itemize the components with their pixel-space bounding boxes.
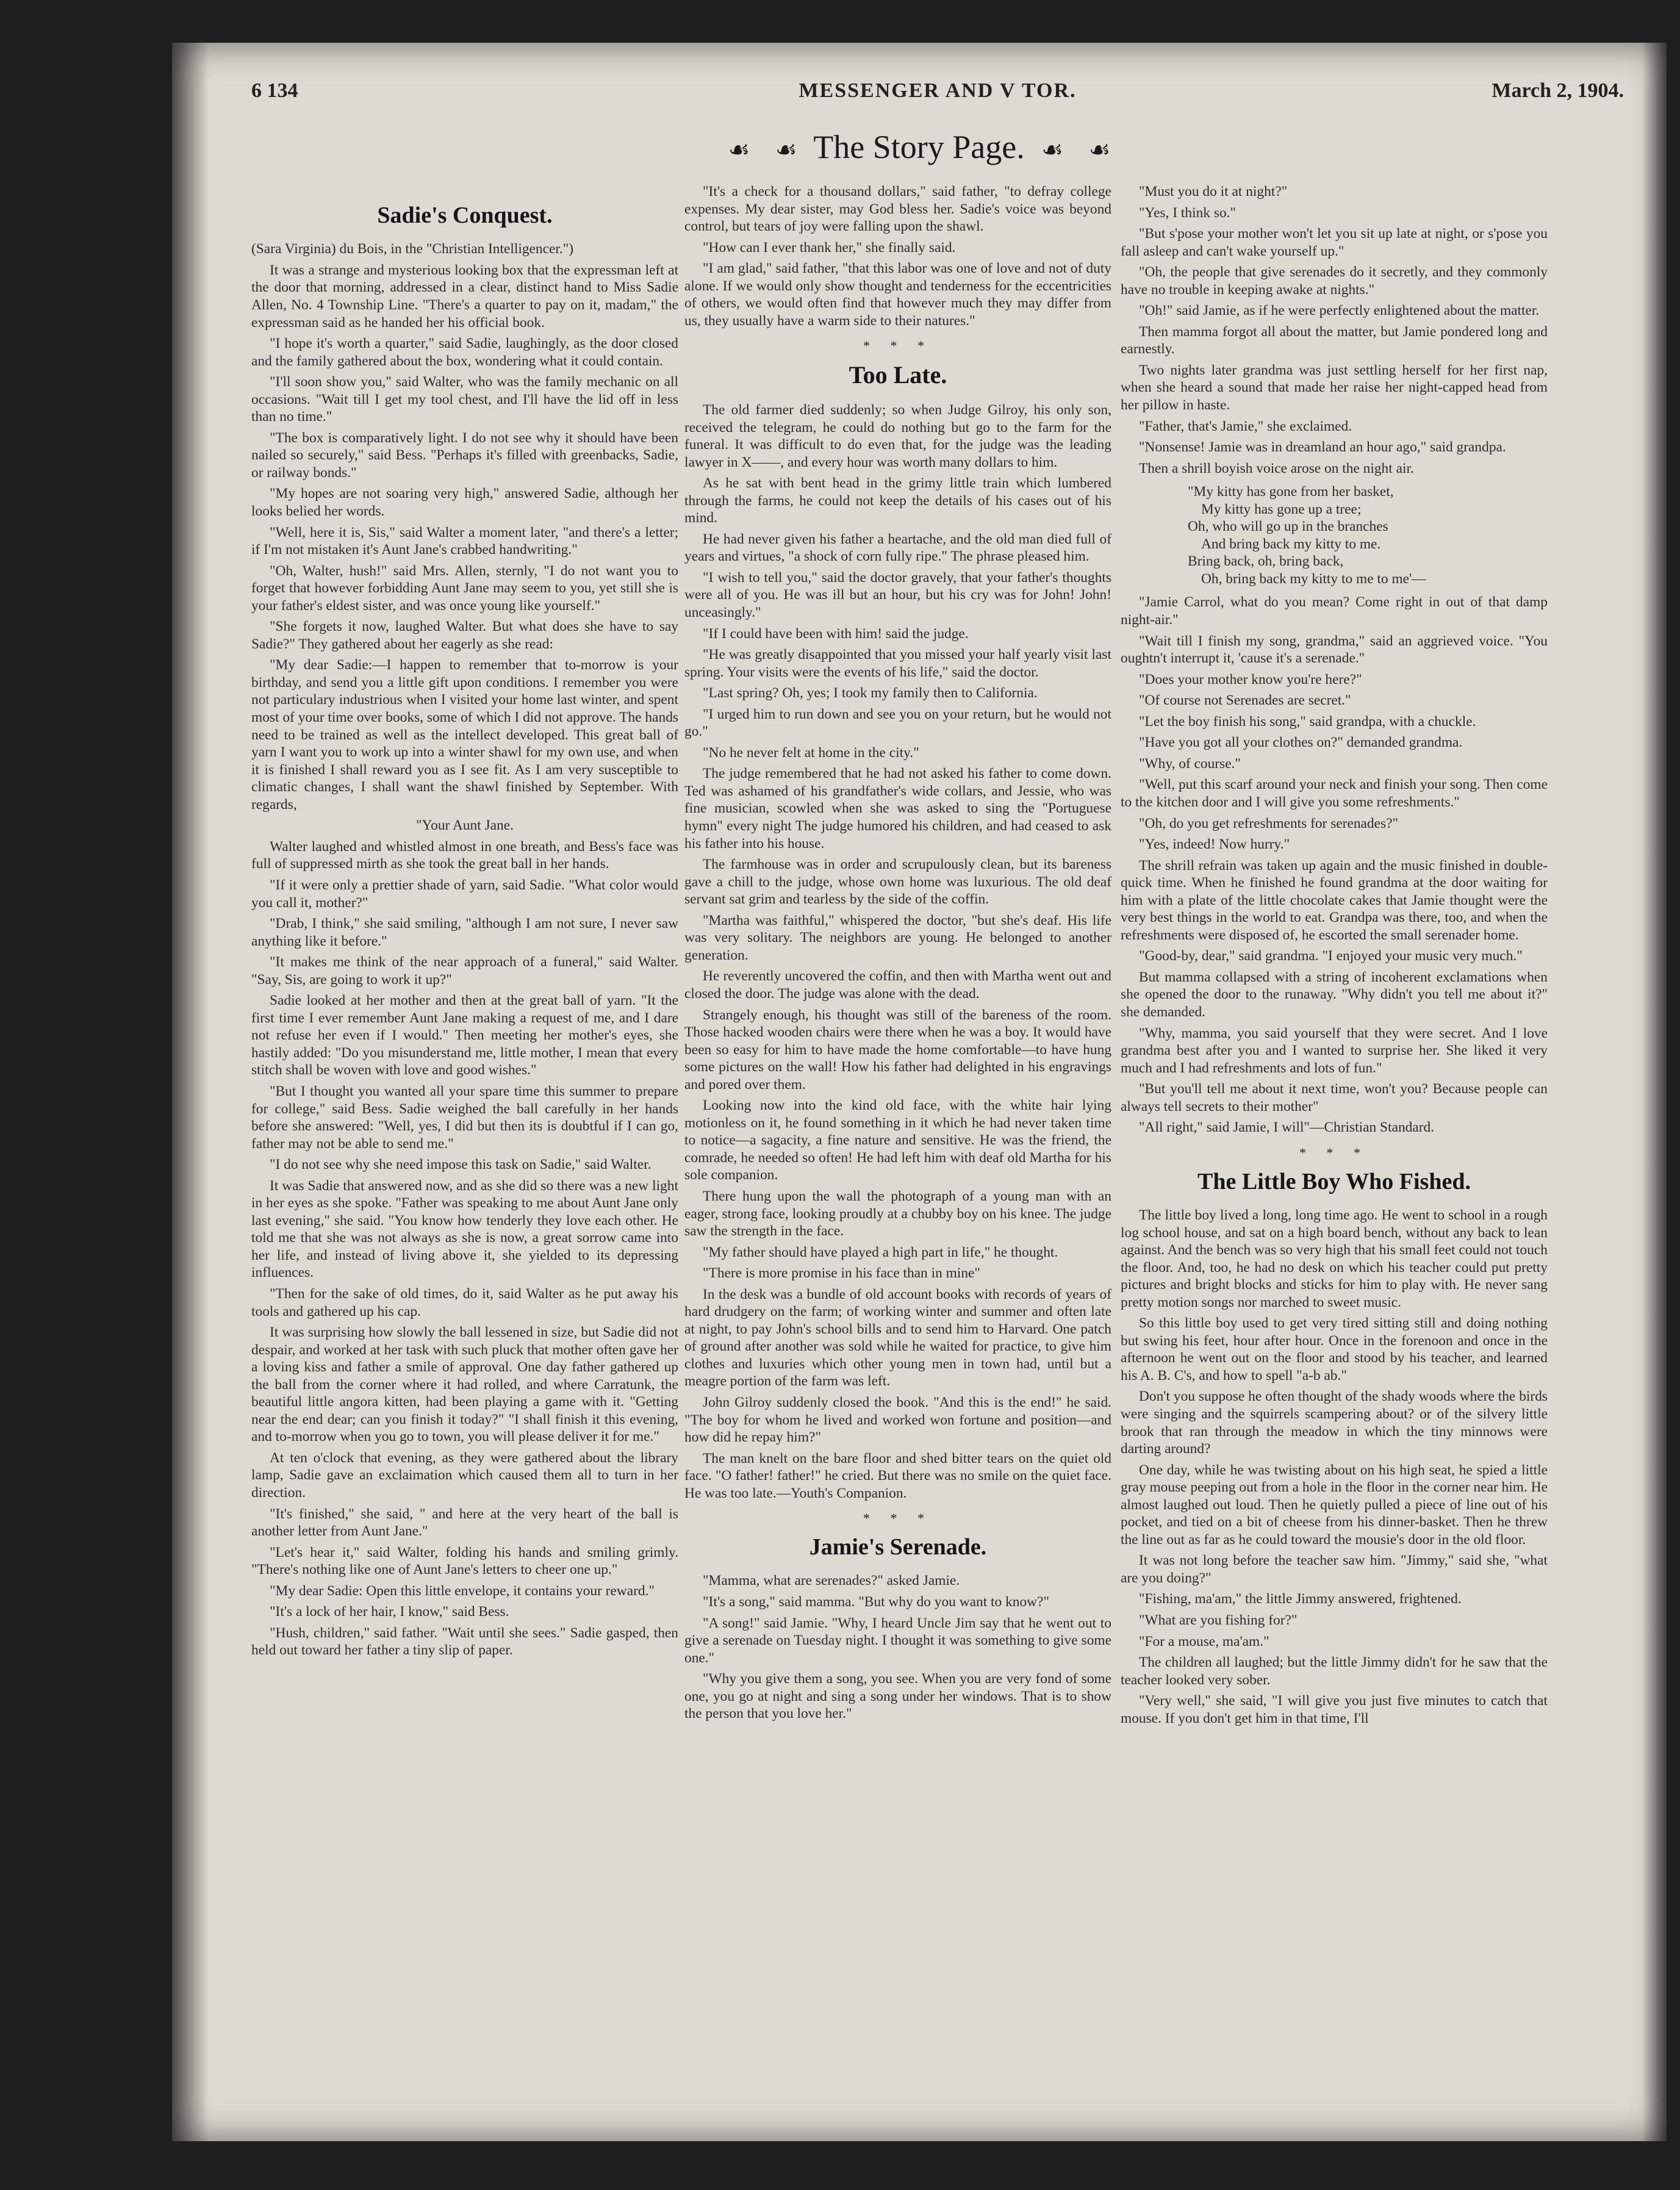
story-title-jamies-serenade: Jamie's Serenade.	[809, 1534, 987, 1560]
paragraph: There hung upon the wall the photograph of a young man with an eager, strong face, looking proudly at a chubby boy on his knee. The judge saw the strength in the face.	[684, 1188, 1111, 1240]
paragraph: Walter laughed and whistled almost in one breath, and Bess's face was full of suppressed mirth as she took the great ball in her hands.	[251, 838, 678, 872]
paragraph: The children all laughed; but the little Jimmy didn't for he saw that the teacher looked very sober.	[1121, 1654, 1548, 1688]
paragraph: Looking now into the kind old face, with the white hair lying motionless on it, he found something in it which he had never taken time to notice—a sagacity, a fine nature and sensitive. He was the friend, the comrade, he needed so often! He had left him with deaf old Martha for his sole companion.	[684, 1097, 1111, 1183]
paragraph: "Well, here it is, Sis," said Walter a moment later, "and there's a letter; if I'm not mistaken it's Aunt Jane's crabbed handwriting."	[251, 524, 678, 558]
leaf-ornament-icon: ☙	[728, 136, 750, 163]
leaf-ornament-icon: ☙	[1041, 136, 1064, 163]
paragraph: "Yes, I think so."	[1139, 204, 1237, 221]
paragraph: "Why, of course."	[1139, 755, 1241, 772]
paragraph: The shrill refrain was taken up again and the music finished in double-quick time. When he finished he found grandma at the door waiting for him with a plate of the little chocolate cakes that Jamie thought were the very best things in the world to eat. Grandpa was there, too, and when the refreshments were disposed of, he escorted the small serenader home.	[1121, 857, 1548, 943]
paragraph: "If I could have been with him! said the judge.	[703, 625, 969, 642]
paragraph: "I am glad," said father, "that this labor was one of love and not of duty alone. If we would only show thought and tenderness for the eccentricities of others, we would often find that however much they may differ from us, they usually have a warm side to their natures."	[684, 260, 1111, 329]
paragraph: (Sara Virginia) du Bois, in the "Christian Intelligencer.")	[251, 241, 574, 257]
paragraph: It was a strange and mysterious looking box that the expressman left at the door that morning, addressed in a clear, distinct hand to Miss Sadie Allen, No. 4 Township Line. "There's a quarter to pay on it, madam," the expressman said as he handed her his official book.	[251, 262, 678, 331]
paragraph: "Why you give them a song, you see. When you are very fond of some one, you go at night and sing a song under her windows. That is to show the person that you love her."	[684, 1671, 1111, 1722]
page-shadow-left	[172, 43, 209, 2141]
story-body-jamies-serenade-part2	[1121, 183, 1548, 477]
paragraph: As he sat with bent head in the grimy little train which lumbered through the farms, he could not keep the details of his cases out of his mind.	[684, 475, 1111, 526]
story-body-little-boy-who-fished	[1121, 1207, 1548, 1727]
paragraph: "I urged him to run down and see you on your return, but he would not go."	[684, 706, 1111, 740]
paragraph: "I wish to tell you," said the doctor gravely, that your father's thoughts were all of you. He was ill but an hour, but his cry was for John! John! unceasingly."	[684, 569, 1111, 621]
paragraph: "He was greatly disappointed that you missed your half yearly visit last spring. Your visits were the events of his life," said the doctor.	[684, 647, 1111, 680]
paragraph: "If it were only a prettier shade of yarn, said Sadie. "What color would you call it, mother?"	[251, 877, 678, 911]
paragraph: "It's a song," said mamma. "But why do you want to know?"	[703, 1594, 1049, 1610]
section-heading	[172, 128, 1667, 166]
newspaper-page	[172, 43, 1667, 2141]
paragraph: "Well, put this scarf around your neck and finish your song. Then come to the kitchen door and I will give you some refreshments."	[1121, 777, 1548, 810]
story-body-sadies-conquest	[251, 240, 678, 1659]
poem-line: Bring back, oh, bring back,	[1188, 553, 1344, 570]
paragraph: The farmhouse was in order and scrupulously clean, but its bareness gave a chill to the judge, whose own home was luxurious. The old deaf servant sat grim and tearless by the side of the coffin.	[684, 856, 1111, 908]
paragraph: "No he never felt at home in the city."	[703, 744, 919, 761]
paragraph: "The box is comparatively light. I do not see why it should have been nailed so securely," said Bess. "Perhaps it's filled with greenbacks, Sadie, or railway bonds."	[251, 429, 678, 481]
paragraph: "Wait till I finish my song, grandma," said an aggrieved voice. "You oughtn't interrupt it, 'cause it's a serenade."	[1121, 633, 1548, 667]
paragraph: The man knelt on the bare floor and shed bitter tears on the quiet old face. "O father! father!" he cried. But there was no smile on the quiet face. He was too late.—Youth's Companion.	[684, 1450, 1111, 1501]
story-body-jamies-serenade-part1	[684, 1572, 1111, 1722]
paragraph: "What are you fishing for?"	[1139, 1612, 1298, 1629]
page-number: 6 134	[251, 79, 298, 102]
paragraph: "Martha was faithful," whispered the doctor, "but she's deaf. His life was very solitary. The neighbors are young. He belonged to another generation.	[684, 912, 1111, 963]
separator-stars: * * *	[1299, 1144, 1369, 1160]
paragraph: The judge remembered that he had not asked his father to come down. Ted was ashamed of his grandfather's wide collars, and Jessie, who was fine musician, scowled when she was asked to sing the "Portuguese hymn" every night The judge humored his children, and had ceased to ask his father into his house.	[684, 766, 1111, 852]
paragraph: "Of course not Serenades are secret."	[1139, 692, 1351, 709]
paragraph: In the desk was a bundle of old account books with records of years of hard drudgery on the farm; of working winter and summer and often late at night, to pay John's school bills and to send him to Harvard. One patch of ground after another was sold while he waited for practice, to give him clothes and luxuries which other young men in town had, until but a meagre portion of the farm was left.	[684, 1286, 1111, 1390]
paragraph: "Good-by, dear," said grandma. "I enjoyed your music very much."	[1139, 948, 1523, 964]
story-title-too-late: Too Late.	[849, 361, 947, 389]
paragraph: So this little boy used to get very tired sitting still and doing nothing but swing his feet, hour after hour. Once in the forenoon and once in the afternoon he went out on the floor and stood by his teacher, and learned his A. B. C's, and how to spell "a-b ab."	[1121, 1315, 1548, 1384]
paragraph: Strangely enough, his thought was still of the bareness of the room. Those hacked wooden chairs were there when he was a boy. It would have been so easy for him to have made the home comfortable—to have hung some pictures on the wall! How his father had delighted in his engravings and pored over them.	[684, 1007, 1111, 1093]
paragraph: "Hush, children," said father. "Wait until she sees." Sadie gasped, then held out toward her father a tiny slip of paper.	[251, 1625, 678, 1659]
poem-line: Oh, bring back my kitty to me to me'—	[1201, 570, 1426, 587]
column-3	[1121, 183, 1548, 1731]
poem-line: My kitty has gone up a tree;	[1201, 501, 1362, 517]
story-body-jamies-serenade-part3	[1121, 594, 1548, 1136]
paragraph: He had never given his father a heartache, and the old man died full of years and virtues, "a shock of corn fully ripe." The phrase pleased him.	[684, 531, 1111, 565]
paragraph: "It's a check for a thousand dollars," said father, "to defray college expenses. My dear sister, may God bless her. Sadie's voice was beyond control, but tears of joy were falling upon the shawl.	[684, 184, 1111, 235]
story-continuation-sadies-conquest	[684, 183, 1111, 329]
paragraph: "Yes, indeed! Now hurry."	[1139, 836, 1290, 853]
paper-title: MESSENGER AND V TOR.	[799, 79, 1077, 102]
paragraph: "My dear Sadie:—I happen to remember that to-morrow is your birthday, and send you a little gift upon conditions. I remember you were not particulary industrious when I visited your home last winter, and spent most of your time over books, some of which I did not approve. The hands need to be trained as well as the intellect developed. This great ball of yarn I want you to work up into a winter shawl for my own use, and when it is finished I shall reward you as I see fit. As I am very susceptible to climatic changes, I shall want the shawl finished by September. With regards,	[251, 657, 678, 813]
separator-stars: * * *	[863, 338, 933, 354]
paragraph: "She forgets it now, laughed Walter. But what does she have to say Sadie?" They gathered about her eagerly as she read:	[251, 619, 678, 652]
paragraph: Then a shrill boyish voice arose on the night air.	[1139, 460, 1414, 476]
paragraph: "Then for the sake of old times, do it, said Walter as he put away his tools and gathered up his cap.	[251, 1285, 678, 1319]
paragraph: "A song!" said Jamie. "Why, I heard Uncle Jim say that he went out to give a serenade on Tuesday night. I thought it was something to give some one."	[684, 1615, 1111, 1666]
paragraph: "I hope it's worth a quarter," said Sadie, laughingly, as the door closed and the family gathered about the box, wondering what it could contain.	[251, 336, 678, 369]
paragraph: "But I thought you wanted all your spare time this summer to prepare for college," said Bess. Sadie weighed the ball carefully in her hands before she answered: "Well, yes, I did but then its is doubtful if I can go, father may not be able to send me."	[251, 1083, 678, 1152]
paragraph: It was not long before the teacher saw him. "Jimmy," said she, "what are you doing?"	[1121, 1553, 1548, 1586]
poem-line: And bring back my kitty to me.	[1201, 536, 1381, 552]
poem-line: Oh, who will go up in the branches	[1188, 519, 1388, 535]
leaf-ornament-icon: ☙	[775, 136, 797, 163]
paragraph: The little boy lived a long, long time ago. He went to school in a rough log school house, and sat on a high board bench, without any back to lean against. And the bench was so very high that his small feet could not touch the floor. And, too, he had no desk on which his teacher could put pretty pictures and bright blocks and sticks for him to play with. He never sang pretty motion songs nor marched to sweet music.	[1121, 1207, 1548, 1310]
paragraph: The old farmer died suddenly; so when Judge Gilroy, his only son, received the telegram, he could do nothing but go to the farm for the funeral. It was difficult to do even that, for the judge was the leading lawyer in X——, and every hour was worth many dollars to him.	[684, 402, 1111, 470]
paragraph: "Jamie Carrol, what do you mean? Come right in out of that damp night-air."	[1121, 594, 1548, 628]
paragraph: "Father, that's Jamie," she exclaimed.	[1139, 418, 1352, 434]
story-title-little-boy-who-fished: The Little Boy Who Fished.	[1197, 1168, 1471, 1194]
paragraph: "My father should have played a high part in life," he thought.	[703, 1244, 1058, 1260]
leaf-ornament-icon: ☙	[1088, 136, 1111, 163]
paragraph: "It's a lock of her hair, I know," said Bess.	[270, 1604, 509, 1620]
paragraph: "Oh, Walter, hush!" said Mrs. Allen, sternly, "I do not want you to forget that however forbidding Aunt Jane may seem to you, yet still she is your father's eldest sister, and was once young like yourself."	[251, 562, 678, 614]
paragraph: Two nights later grandma was just settling herself for her first nap, when she heard a sound that made her raise her night-capped head from her pillow in haste.	[1121, 362, 1548, 414]
paragraph: It was Sadie that answered now, and as she did so there was a new light in her eyes as she spoke. "Father was speaking to me about Aunt Jane only last evening," she said. "You know how tenderly they love each other. He told me that she was not always as she is now, a great sorrow came into her life, and instead of living above it, she yielded to its depressing influences.	[251, 1177, 678, 1281]
paragraph: "Drab, I think," she said smiling, "although I am not sure, I never saw anything like it before."	[251, 916, 678, 949]
paragraph: "Last spring? Oh, yes; I took my family then to California.	[703, 685, 1038, 702]
paragraph: "Oh, the people that give serenades do it secretly, and they commonly have no trouble in keeping awake at nights."	[1121, 264, 1548, 298]
paragraph: "Let the boy finish his song," said grandpa, with a chuckle.	[1139, 713, 1476, 730]
paragraph: "Must you do it at night?"	[1139, 184, 1288, 199]
paragraph: "It makes me think of the near approach of a funeral," said Walter. "Say, Sis, are going to work it up?"	[251, 954, 678, 988]
paragraph: "Your Aunt Jane.	[416, 817, 514, 834]
paragraph: "My hopes are not soaring very high," answered Sadie, although her looks belied her words.	[251, 486, 678, 520]
paragraph: "Let's hear it," said Walter, folding his hands and smiling grimly. "There's nothing like one of Aunt Jane's letters to cheer one up."	[251, 1544, 678, 1578]
paragraph: It was surprising how slowly the ball lessened in size, but Sadie did not despair, and worked at her task with such pluck that mother often gave her a loving kiss and father a smile of approval. One day father gathered up the ball from the corner where it had rolled, and where Carratunk, the beautiful little angora kitten, had been playing a game with it. "Getting near the end dear; can you finish it today?" "I shall finish it this evening, and to-morrow when you go to town, you will please deliver it for me."	[251, 1324, 678, 1445]
paragraph: "Does your mother know you're here?"	[1139, 671, 1362, 688]
paragraph: "My dear Sadie: Open this little envelope, it contains your reward."	[270, 1582, 655, 1599]
paragraph: "Mamma, what are serenades?" asked Jamie.	[703, 1573, 960, 1589]
story-body-too-late	[684, 401, 1111, 1502]
paragraph: "But you'll tell me about it next time, won't you? Because people can always tell secrets to their mother"	[1121, 1081, 1548, 1115]
paragraph: "Oh, do you get refreshments for serenades?"	[1139, 815, 1399, 831]
kitty-song-poem	[1188, 483, 1548, 587]
section-title: The Story Page.	[813, 129, 1025, 165]
page-header	[251, 79, 1624, 110]
paragraph: "Why, mamma, you said yourself that they were secret. And I love grandma best after you and I wanted to surprise her. She liked it very much and I had refreshments and lots of fun."	[1121, 1025, 1548, 1076]
paragraph: "All right," said Jamie, I will"—Christian Standard.	[1139, 1119, 1435, 1136]
paragraph: At ten o'clock that evening, as they were gathered about the library lamp, Sadie gave an exclaimation which caused them all to turn in her direction.	[251, 1449, 678, 1501]
story-title-sadies-conquest: Sadie's Conquest.	[377, 203, 553, 228]
page-shadow-right	[1642, 43, 1667, 2141]
paragraph: Then mamma forgot all about the matter, but Jamie pondered long and earnestly.	[1121, 323, 1548, 357]
paragraph: One day, while he was twisting about on his high seat, he spied a little gray mouse peeping out from a hole in the floor in the corner near him. He almost laughed out loud. Then he quietly pulled a piece of line out of his pocket, and tied on a bit of cheese from his dinner-basket. Then he threw the line out as far as he could toward the mousie's door in the old floor.	[1121, 1462, 1548, 1548]
paragraph: "Have you got all your clothes on?" demanded grandma.	[1139, 734, 1463, 751]
separator-stars: * * *	[863, 1510, 933, 1526]
column-1	[251, 201, 678, 1663]
paragraph: "I do not see why she need impose this task on Sadie," said Walter.	[270, 1157, 652, 1173]
paragraph: "Very well," she said, "I will give you just five minutes to catch that mouse. If you don't get him in that time, I'll	[1121, 1693, 1548, 1726]
paragraph: But mamma collapsed with a string of incoherent exclamations when she opened the door to the runaway. "Why didn't you tell me about it?" she demanded.	[1121, 969, 1548, 1020]
paragraph: "Nonsense! Jamie was in dreamland an hour ago," said grandpa.	[1139, 439, 1506, 456]
paragraph: Don't you suppose he often thought of the shady woods where the birds were singing and the squirrels scampering about? or of the silvery little brook that ran through the meadow in which the tiny minnows were darting around?	[1121, 1388, 1548, 1457]
paragraph: "I'll soon show you," said Walter, who was the family mechanic on all occasions. "Wait till I get my tool chest, and I'll have the lid off in less than no time."	[251, 374, 678, 425]
paragraph: "But s'pose your mother won't let you sit up late at night, or s'pose you fall asleep and can't wake yourself up."	[1121, 226, 1548, 259]
paragraph: "Fishing, ma'am," the little Jimmy answered, frightened.	[1139, 1591, 1462, 1607]
paragraph: "Oh!" said Jamie, as if he were perfectly enlightened about the matter.	[1139, 303, 1540, 319]
paragraph: "There is more promise in his face than in mine"	[703, 1265, 980, 1282]
issue-date: March 2, 1904.	[1492, 79, 1624, 102]
paragraph: "How can I ever thank her," she finally said.	[703, 239, 956, 256]
paragraph: He reverently uncovered the coffin, and then with Martha went out and closed the door. The judge was alone with the dead.	[684, 968, 1111, 1002]
paragraph: "For a mouse, ma'am."	[1139, 1633, 1269, 1650]
column-2	[684, 183, 1111, 1726]
poem-line: "My kitty has gone from her basket,	[1188, 484, 1394, 500]
paragraph: John Gilroy suddenly closed the book. "And this is the end!" he said. "The boy for whom he lived and worked won fortune and position—and how did he repay him?"	[684, 1394, 1111, 1446]
paragraph: Sadie looked at her mother and then at the great ball of yarn. "It the first time I ever remember Aunt Jane making a request of me, and I dare not refuse her even if I would." Then meeting her mother's eyes, she hastily added: "Do you misunderstand me, little mother, I mean that every stitch shall be woven with love and good wishes."	[251, 993, 678, 1079]
paragraph: "It's finished," she said, " and here at the very heart of the ball is another letter from Aunt Jane."	[251, 1506, 678, 1540]
